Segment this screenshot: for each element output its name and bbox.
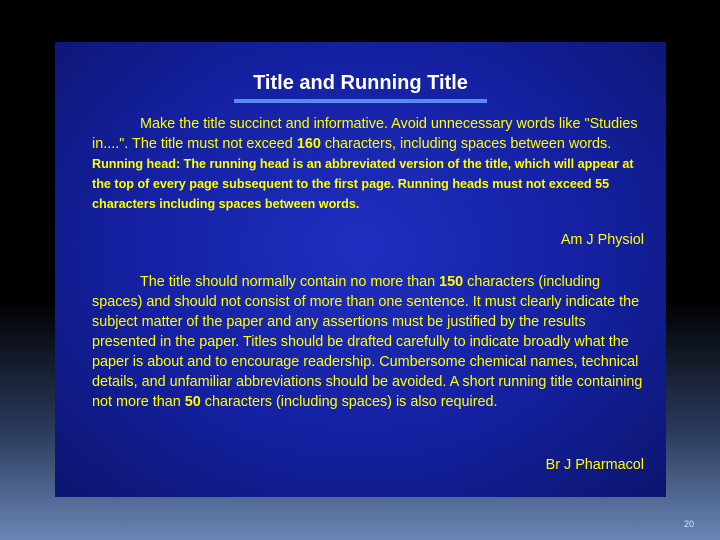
source-am-j-physiol: Am J Physiol [560, 232, 644, 248]
para2-char-limit: 150 [439, 274, 464, 290]
para1-text-a: Make the title succinct and informative. Avoid unnecessary words like "Studies in....". The title must not exceed [92, 116, 638, 152]
slide [55, 42, 666, 497]
source-br-j-pharmacol: Br J Pharmacol [545, 457, 644, 473]
para1-text-c: characters, including spaces between words. [320, 136, 612, 152]
para2-text-c: characters (including spaces) and should not consist of more than one sentence. It must clearly indicate the subject matter of the paper and any assertions must be justified by the results presented in the paper. Titles should be drafted carefully to indicate broadly what the paper is about and to encourage readership. Cumbersome chemical names, technical details, and unfamiliar abbreviations should be avoided. A short running title containing not more than [92, 274, 643, 410]
slide-title: Title and Running Title [253, 72, 468, 94]
title-underline [234, 99, 487, 103]
paragraph-title-guidance [92, 272, 644, 412]
para1-text-e: The running head is an abbreviated version of the title, which will appear at the top of every page subsequent to the first page. Running heads must not exceed 55 characters including spaces between words. [92, 157, 634, 211]
para2-running-limit: 50 [184, 394, 201, 410]
running-head-label: Running head: [92, 157, 181, 171]
page-number: 20 [684, 519, 695, 529]
paragraph-running-head [92, 114, 644, 214]
para1-char-limit: 160 [296, 136, 321, 152]
para2-text-a: The title should normally contain no more than [140, 274, 440, 290]
para2-text-e: characters (including spaces) is also required. [200, 394, 498, 410]
